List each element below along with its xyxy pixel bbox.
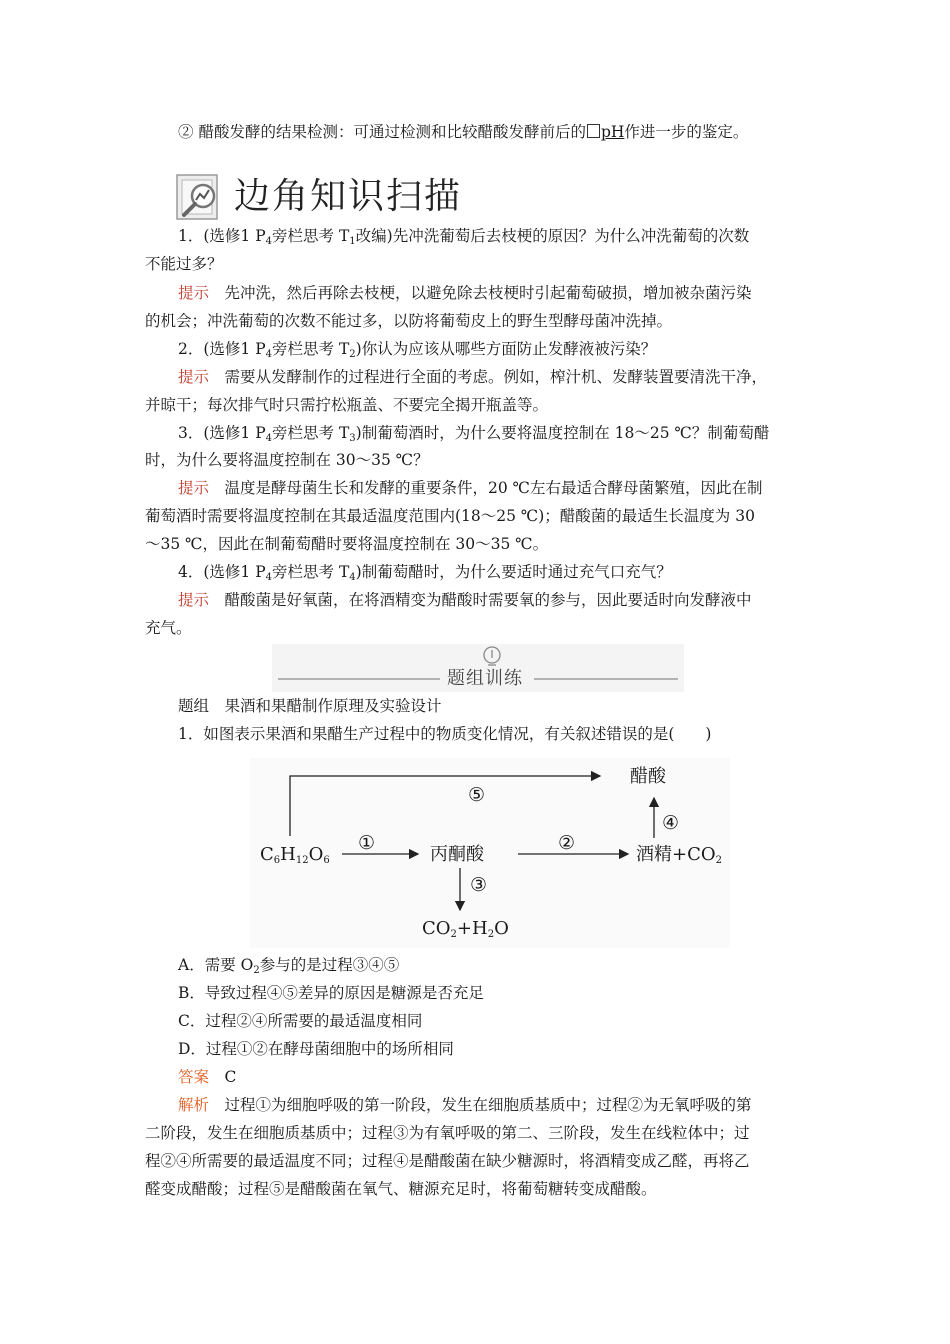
q2-hint-line1: 提示 需要从发酵制作的过程进行全面的考虑。例如，榨汁机、发酵装置要清洗干净， bbox=[178, 368, 768, 386]
q3-hint-line3: ～35 ℃，因此在制葡萄醋时要将温度控制在 30～35 ℃。 bbox=[145, 535, 549, 553]
answer-line bbox=[178, 1067, 843, 1087]
q2-line1: 2．(选修1 $P_4$旁栏思考 $T_2$)你认为应该从哪些方面防止发酵液被污染？ bbox=[178, 340, 657, 360]
analysis-label: 解析 bbox=[178, 1096, 210, 1114]
item-number: ② bbox=[178, 123, 194, 141]
pyruvate-label: 丙酮酸 bbox=[430, 844, 484, 865]
step1-marker: ① bbox=[358, 832, 376, 854]
option-d: D．过程①②在酵母菌细胞中的场所相同 bbox=[178, 1040, 454, 1058]
ethanol-label: 酒精$+CO_2$ bbox=[636, 844, 722, 866]
hint-label: 提示 bbox=[178, 368, 210, 386]
blank-box-icon bbox=[587, 124, 600, 138]
acetic-acid-label: 醋酸 bbox=[630, 766, 666, 787]
top-line-text: 醋酸发酵的结果检测：可通过检测和比较醋酸发酵前后的 bbox=[193, 123, 586, 141]
hint-label: 提示 bbox=[178, 479, 210, 497]
q4-hint-line2: 充气。 bbox=[145, 619, 192, 637]
step4-marker: ④ bbox=[662, 812, 680, 834]
answer-value: C bbox=[209, 1068, 237, 1086]
hint-label: 提示 bbox=[178, 591, 210, 609]
analysis-line4: 醛变成醋酸；过程⑤是醋酸菌在氧气、糖源充足时，将葡萄糖转变成醋酸。 bbox=[145, 1180, 657, 1198]
analysis-line1: 解析 过程①为细胞呼吸的第一阶段，发生在细胞质基质中；过程②为无氧呼吸的第 bbox=[178, 1096, 752, 1114]
analysis-line3: 程②④所需要的最适温度不同；过程④是醋酸菌在缺少糖源时，将酒精变成乙醛，再将乙 bbox=[145, 1152, 750, 1170]
hint-label: 提示 bbox=[178, 284, 210, 302]
q4-hint-line1: 提示 醋酸菌是好氧菌，在将酒精变为醋酸时需要氧的参与，因此要适时向发酵液中 bbox=[178, 591, 752, 609]
q1-line2: 不能过多？ bbox=[145, 255, 223, 273]
q3-hint-line1: 提示 温度是酵母菌生长和发酵的重要条件，20 ℃左右最适合酵母菌繁殖，因此在制 bbox=[178, 479, 763, 497]
q1-hint-line1: 提示 先冲洗，然后再除去枝梗，以避免除去枝梗时引起葡萄破损，增加被杂菌污染 bbox=[178, 284, 752, 302]
q2-hint-line2: 并晾干；每次排气时只需拧松瓶盖、不要完全揭开瓶盖等。 bbox=[145, 396, 549, 414]
magnifier-chart-icon bbox=[176, 172, 224, 222]
option-a: A．需要 $O_2$参与的是过程③④⑤ bbox=[178, 956, 400, 976]
top-line bbox=[178, 122, 843, 142]
step5-marker: ⑤ bbox=[468, 784, 486, 806]
question-stem: 1．如图表示果酒和果醋生产过程中的物质变化情况，有关叙述错误的是( ) bbox=[178, 725, 712, 743]
step3-marker: ③ bbox=[470, 874, 488, 896]
q3-line2: 时，为什么要将温度控制在 30～35 ℃？ bbox=[145, 451, 429, 469]
glucose-label: $C_6H_{12}O_6$ bbox=[260, 844, 330, 866]
group-training-banner bbox=[272, 644, 684, 692]
q1-line1: 1．(选修1 $P_4$旁栏思考 $T_1$改编)先冲洗葡萄后去枝梗的原因？为什么冲洗葡萄的次数 bbox=[178, 227, 750, 247]
water-co2-label: $CO_2+H_2O$ bbox=[422, 918, 509, 940]
metabolism-diagram bbox=[250, 758, 730, 948]
q3-line1: 3．(选修1 $P_4$旁栏思考 $T_3$)制葡萄酒时，为什么要将温度控制在 18～25 ℃？制葡萄醋 bbox=[178, 424, 770, 444]
group-line: 题组 果酒和果醋制作原理及实验设计 bbox=[178, 697, 442, 715]
option-c: C．过程②④所需要的最适温度相同 bbox=[178, 1012, 423, 1030]
section-header bbox=[176, 172, 476, 224]
section-title: 边角知识扫描 bbox=[234, 176, 463, 217]
answer-label: 答案 bbox=[178, 1068, 210, 1086]
top-line-tail: 作进一步的鉴定。 bbox=[624, 123, 749, 141]
q1-hint-line2: 的机会；冲洗葡萄的次数不能过多，以防将葡萄皮上的野生型酵母菌冲洗掉。 bbox=[145, 312, 673, 330]
q4-line1: 4．(选修1 $P_4$旁栏思考 $T_4$)制葡萄醋时，为什么要适时通过充气口充气？ bbox=[178, 563, 672, 583]
option-b: B．导致过程④⑤差异的原因是糖源是否充足 bbox=[178, 984, 484, 1002]
step2-marker: ② bbox=[558, 832, 576, 854]
underlined-answer: pH bbox=[600, 123, 625, 141]
analysis-line2: 二阶段，发生在细胞质基质中；过程③为有氧呼吸的第二、三阶段，发生在线粒体中；过 bbox=[145, 1124, 750, 1142]
banner-title: 题组训练 bbox=[447, 668, 523, 689]
q3-hint-line2: 葡萄酒时需要将温度控制在其最适温度范围内(18～25 ℃)；醋酸菌的最适生长温度为 30 bbox=[145, 507, 755, 525]
